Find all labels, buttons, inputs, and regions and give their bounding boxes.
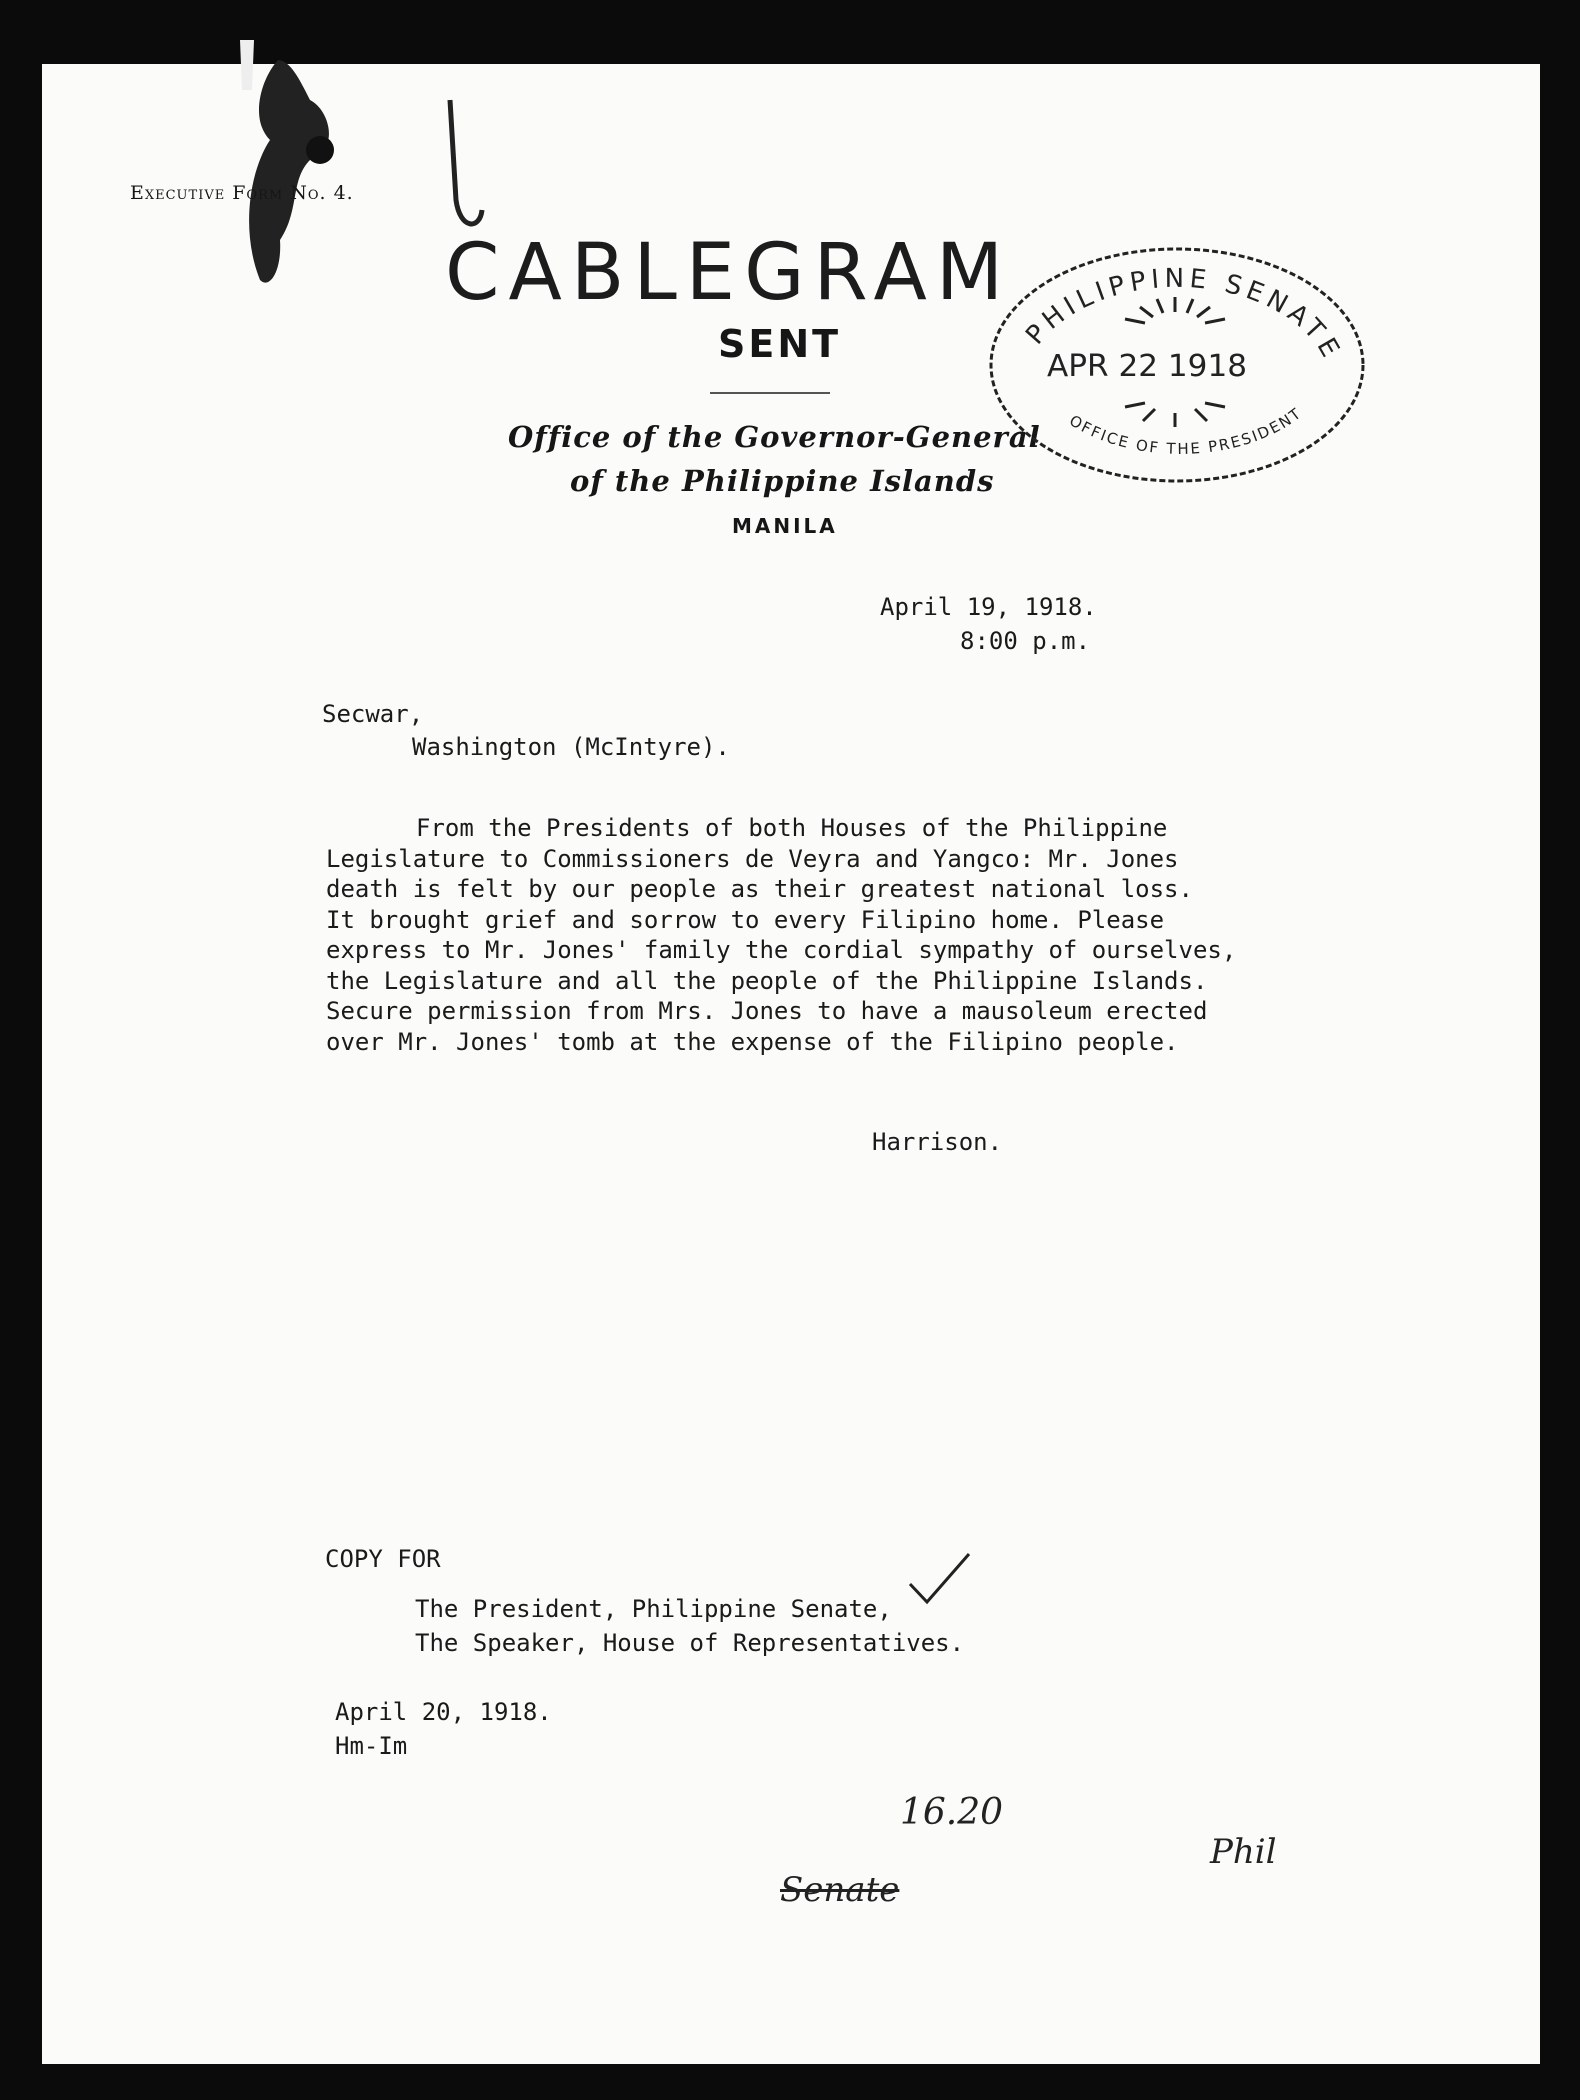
body-line: the Legislature and all the people of the Philippine Islands. <box>326 966 1208 995</box>
office-line-2: of the Philippine Islands <box>570 464 995 498</box>
city-label: MANILA <box>732 514 838 538</box>
message-time: 8:00 p.m. <box>960 627 1091 655</box>
body-line: Legislature to Commissioners de Veyra and Yangco: Mr. Jones <box>326 844 1179 873</box>
message-date: April 19, 1918. <box>880 593 1097 621</box>
message-body <box>326 813 1236 1057</box>
body-line: From the Presidents of both Houses of the Philippine <box>416 814 1168 842</box>
addressee: Secwar, <box>322 700 424 728</box>
document-subtitle: SENT <box>718 322 842 366</box>
svg-text:OFFICE OF THE PRESIDENT <box>1066 404 1305 458</box>
office-line-1: Office of the Governor-General <box>508 420 1041 454</box>
form-number: Executive Form No. 4. <box>130 182 354 204</box>
copy-recipient-2: The Speaker, House of Representatives. <box>415 1629 965 1657</box>
copy-recipient-1: The President, Philippine Senate, <box>415 1595 892 1623</box>
document-title: CABLEGRAM <box>445 228 1013 318</box>
stamp-bottom-text: OFFICE OF THE PRESIDENT <box>1066 403 1306 458</box>
handwritten-senate: Senate <box>780 1870 900 1910</box>
body-line: It brought grief and sorrow to every Filipino home. Please <box>326 905 1165 934</box>
handwritten-number: 16.20 <box>900 1792 1004 1833</box>
received-stamp <box>985 243 1370 487</box>
reference-initials: Hm-Im <box>335 1732 408 1760</box>
check-mark-icon <box>905 1550 975 1610</box>
body-line: Secure permission from Mrs. Jones to have a mausoleum erected <box>326 997 1208 1025</box>
handwritten-phil: Phil <box>1210 1832 1277 1872</box>
divider <box>710 392 830 394</box>
body-line: death is felt by our people as their greatest national loss. <box>326 875 1193 903</box>
copy-date: April 20, 1918. <box>335 1698 552 1726</box>
copy-for-label: COPY FOR <box>325 1545 441 1573</box>
addressee-location: Washington (McIntyre). <box>412 733 730 761</box>
body-line: over Mr. Jones' tomb at the expense of the Filipino people. <box>326 1027 1179 1056</box>
margin-mark <box>440 90 500 240</box>
ink-blot-mark <box>220 40 360 300</box>
signature: Harrison. <box>872 1128 1003 1156</box>
stamp-top-text: PHILIPPINE SENATE <box>1020 263 1348 367</box>
body-line: express to Mr. Jones' family the cordial sympathy of ourselves, <box>326 936 1237 964</box>
stamp-date: APR 22 1918 <box>1047 349 1247 384</box>
